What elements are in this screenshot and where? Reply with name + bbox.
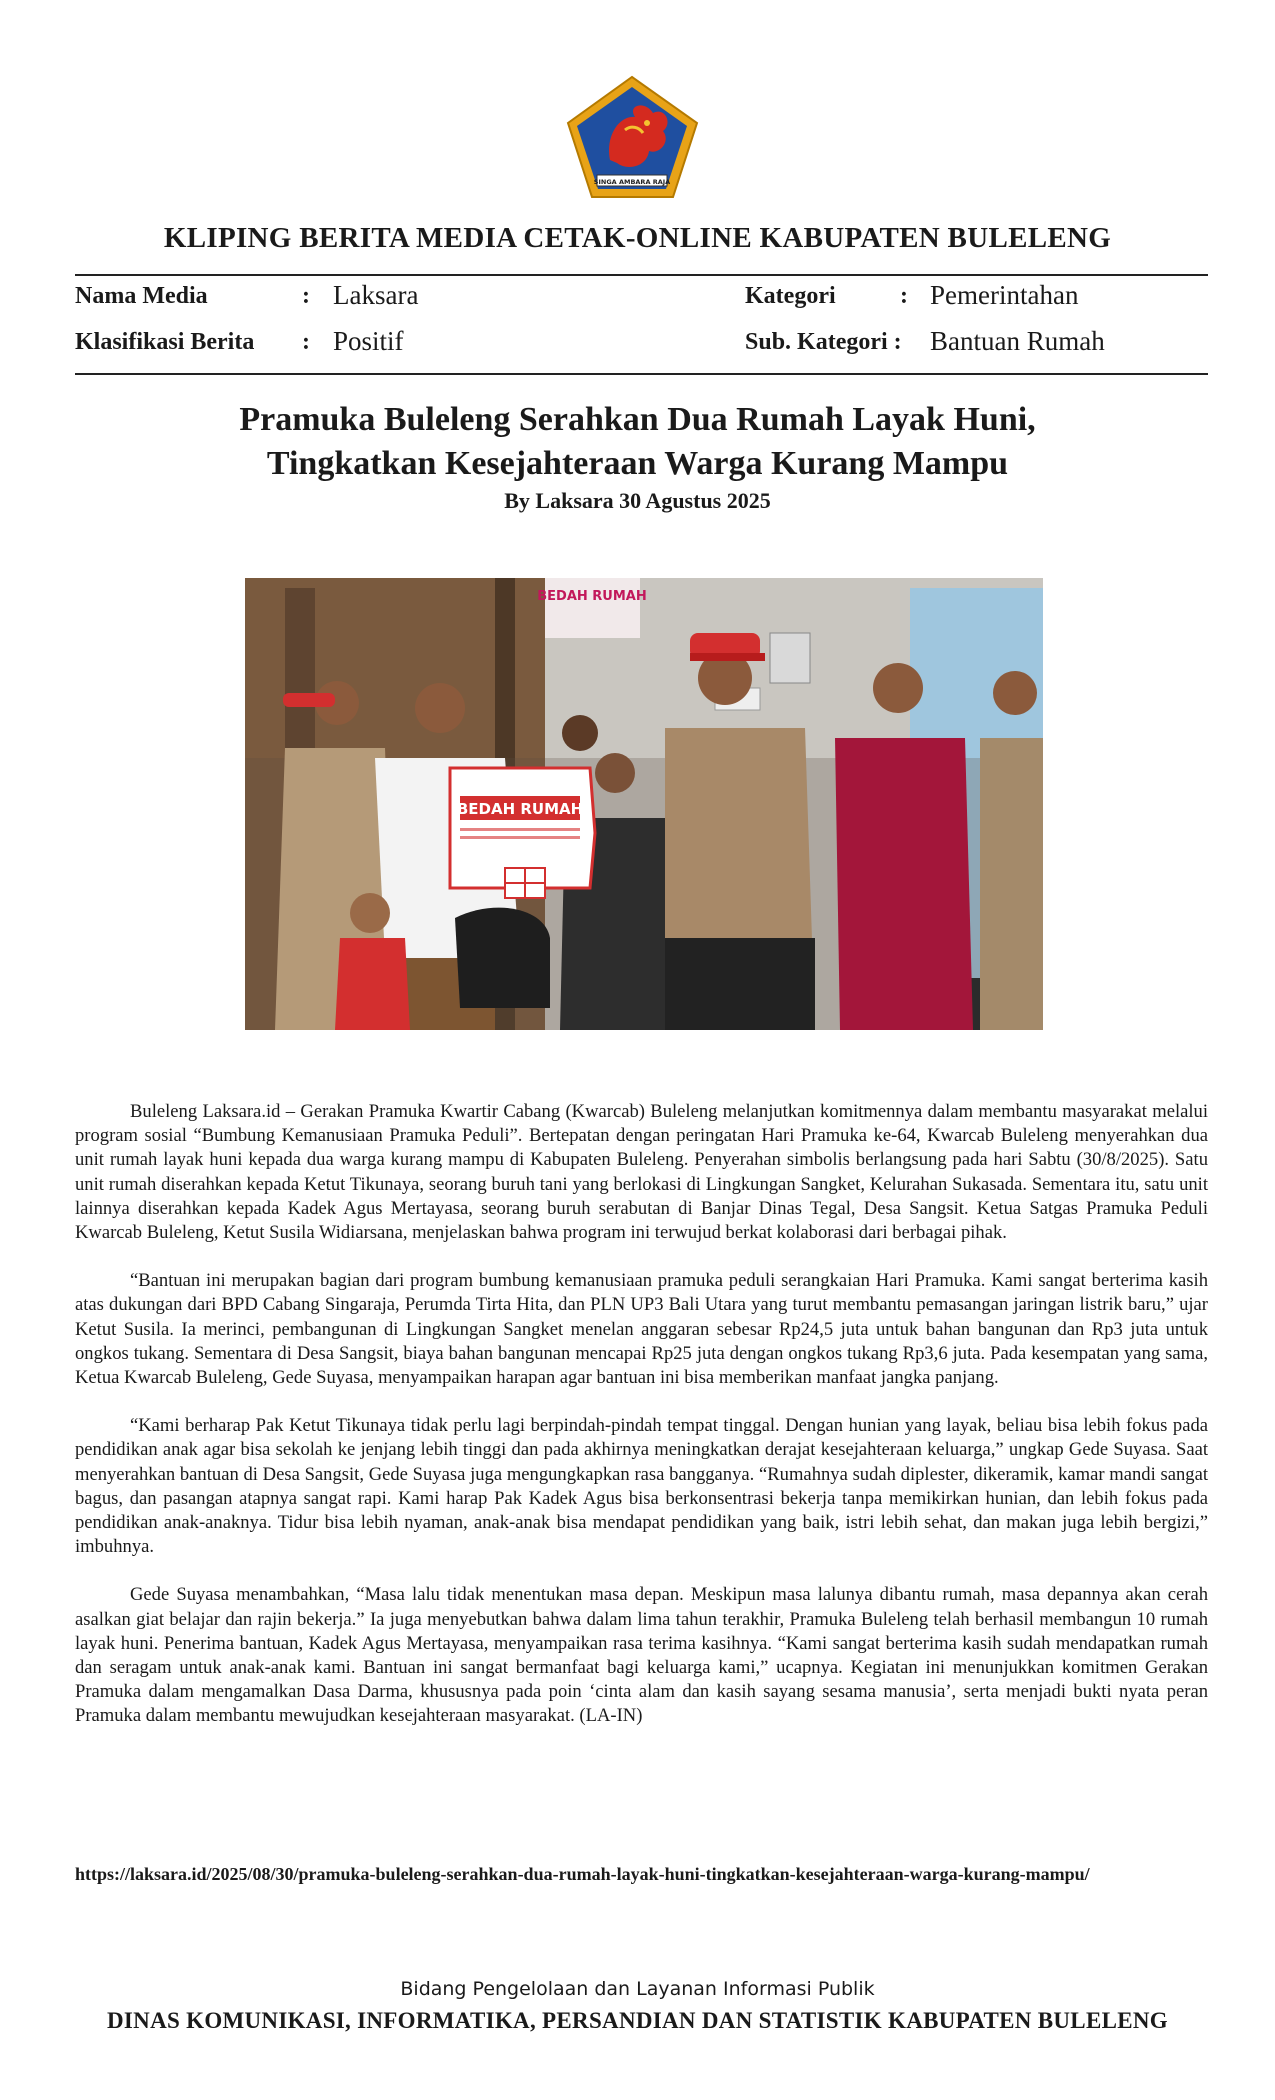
article-source-url[interactable]: https://laksara.id/2025/08/30/pramuka-buleleng-serahkan-dua-rumah-layak-huni-tingkatkan-kesejahteraan-warga-kurang-mampu/ bbox=[75, 1864, 1090, 1884]
footer-division: Bidang Pengelolaan dan Layanan Informasi Publik bbox=[400, 1978, 875, 2000]
article-paragraph: “Kami berharap Pak Ketut Tikunaya tidak perlu lagi berpindah-pindah tempat tinggal. Dengan hunian yang layak, beliau bisa lebih fokus pada pendidikan anak agar bisa sekolah ke jenjang lebih tinggi dan pada akhirnya meningkatkan derajat kesejahteraan keluarga,” ungkap Gede Suyasa. Saat menyerahkan bantuan di Desa Sangsit, Gede Suyasa juga mengungkapkan rasa bangganya. “Rumahnya sudah diplester, dikeramik, kamar mandi sangat bagus, dan pasangan atapnya sangat rapi. Kami harap Pak Kadek Agus bisa berkonsentrasi bekerja tanpa memikirkan hunian, dan lebih fokus pada pendidikan anak-anaknya. Tidur bisa lebih nyaman, anak-anak bisa mendapat pendidikan yang baik, istri lebih sehat, dan makan juga lebih bergizi,” imbuhnya. bbox=[75, 1415, 1208, 1558]
header-divider-top bbox=[75, 274, 1208, 276]
photo-sign-title: BEDAH RUMAH bbox=[456, 800, 584, 818]
klasifikasi-value: Positif bbox=[333, 326, 404, 356]
subkategori-label: Sub. Kategori : bbox=[745, 329, 902, 355]
kategori-value: Pemerintahan bbox=[930, 280, 1079, 310]
footer-agency: DINAS KOMUNIKASI, INFORMATIKA, PERSANDIAN DAN STATISTIK KABUPATEN BULELENG bbox=[107, 2008, 1168, 2033]
headline-line-2: Tingkatkan Kesejahteraan Warga Kurang Mampu bbox=[266, 445, 1009, 482]
klasifikasi-colon: : bbox=[302, 329, 310, 355]
article-paragraph: Gede Suyasa menambahkan, “Masa lalu tidak menentukan masa depan. Meskipun masa lalunya dibantu rumah, masa depannya akan cerah asalkan giat belajar dan rajin bekerja.” Ia juga menyebutkan bahwa dalam lima tahun terakhir, Pramuka Buleleng telah berhasil membangun 10 rumah layak huni. Penerima bantuan, Kadek Agus Mertayasa, menyampaikan rasa terima kasihnya. “Kami sangat berterima kasih sudah mendapatkan rumah dan seragam untuk anak-anak kami. Bantuan ini sangat bermanfaat bagi keluarga kami,” ucapnya. Kegiatan ini menunjukkan komitmen Gerakan Pramuka dalam mengamalkan Dasa Darma, khususnya pada poin ‘cinta alam dan kasih sayang sesama manusia’, serta menjadi bukti nyata peran Pramuka dalam membantu mewujudkan kesejahteraan masyarakat. (LA-IN) bbox=[75, 1584, 1208, 1727]
clipping-header-title: KLIPING BERITA MEDIA CETAK-ONLINE KABUPATEN BULELENG bbox=[163, 222, 1112, 254]
kategori-label: Kategori bbox=[745, 283, 836, 309]
header-divider-bottom bbox=[75, 373, 1208, 375]
article-byline: By Laksara 30 Agustus 2025 bbox=[504, 488, 771, 513]
logo-motto: SINGA AMBARA RAJA bbox=[593, 178, 671, 186]
article-paragraph: “Bantuan ini merupakan bagian dari program bumbung kemanusiaan pramuka peduli serangkaian Hari Pramuka. Kami sangat berterima kasih atas dukungan dari BPD Cabang Singaraja, Perumda Tirta Hita, dan PLN UP3 Bali Utara yang turut membantu pemasangan jaringan listrik baru,” ujar Ketut Susila. Ia merinci, pembangunan di Lingkungan Sangket menelan anggaran sebesar Rp24,5 juta untuk bahan bangunan dan Rp3 juta untuk ongkos tukang. Sementara di Desa Sangsit, biaya bahan bangunan mencapai Rp25 juta dengan ongkos tukang Rp3,6 juta. Pada kesempatan yang sama, Ketua Kwarcab Buleleng, Gede Suyasa, menyampaikan harapan agar bantuan ini bisa memberikan manfaat jangka panjang. bbox=[75, 1270, 1208, 1389]
headline-line-1: Pramuka Buleleng Serahkan Dua Rumah Layak Huni, bbox=[239, 401, 1036, 438]
buleleng-regency-logo bbox=[565, 75, 700, 201]
subkategori-value: Bantuan Rumah bbox=[930, 326, 1105, 356]
media-label: Nama Media bbox=[75, 283, 208, 309]
photo-banner-text: BEDAH RUMAH bbox=[537, 589, 647, 604]
article-photo bbox=[245, 578, 1043, 1030]
media-value: Laksara bbox=[333, 280, 419, 310]
klasifikasi-label: Klasifikasi Berita bbox=[75, 329, 255, 355]
article-headline bbox=[0, 398, 1275, 486]
article-paragraph: Buleleng Laksara.id – Gerakan Pramuka Kwartir Cabang (Kwarcab) Buleleng melanjutkan komitmennya dalam membantu masyarakat melalui program sosial “Bumbung Kemanusiaan Pramuka Peduli”. Bertepatan dengan peringatan Hari Pramuka ke-64, Kwarcab Buleleng menyerahkan dua unit rumah layak huni kepada dua warga kurang mampu di Kabupaten Buleleng. Penyerahan simbolis berlangsung pada hari Sabtu (30/8/2025). Satu unit rumah diserahkan kepada Ketut Tikunaya, seorang buruh tani yang berlokasi di Lingkungan Sangket, Kelurahan Sukasada. Sementara itu, satu unit lainnya diserahkan kepada Kadek Agus Mertayasa, seorang buruh serabutan di Banjar Dinas Tegal, Desa Sangsit. Ketua Satgas Pramuka Peduli Kwarcab Buleleng, Ketut Susila Widiarsana, menjelaskan bahwa program ini terwujud berkat kolaborasi dari berbagai pihak. bbox=[75, 1101, 1208, 1244]
article-body bbox=[75, 1100, 1208, 1753]
media-colon: : bbox=[302, 283, 310, 309]
kategori-colon: : bbox=[900, 283, 908, 309]
